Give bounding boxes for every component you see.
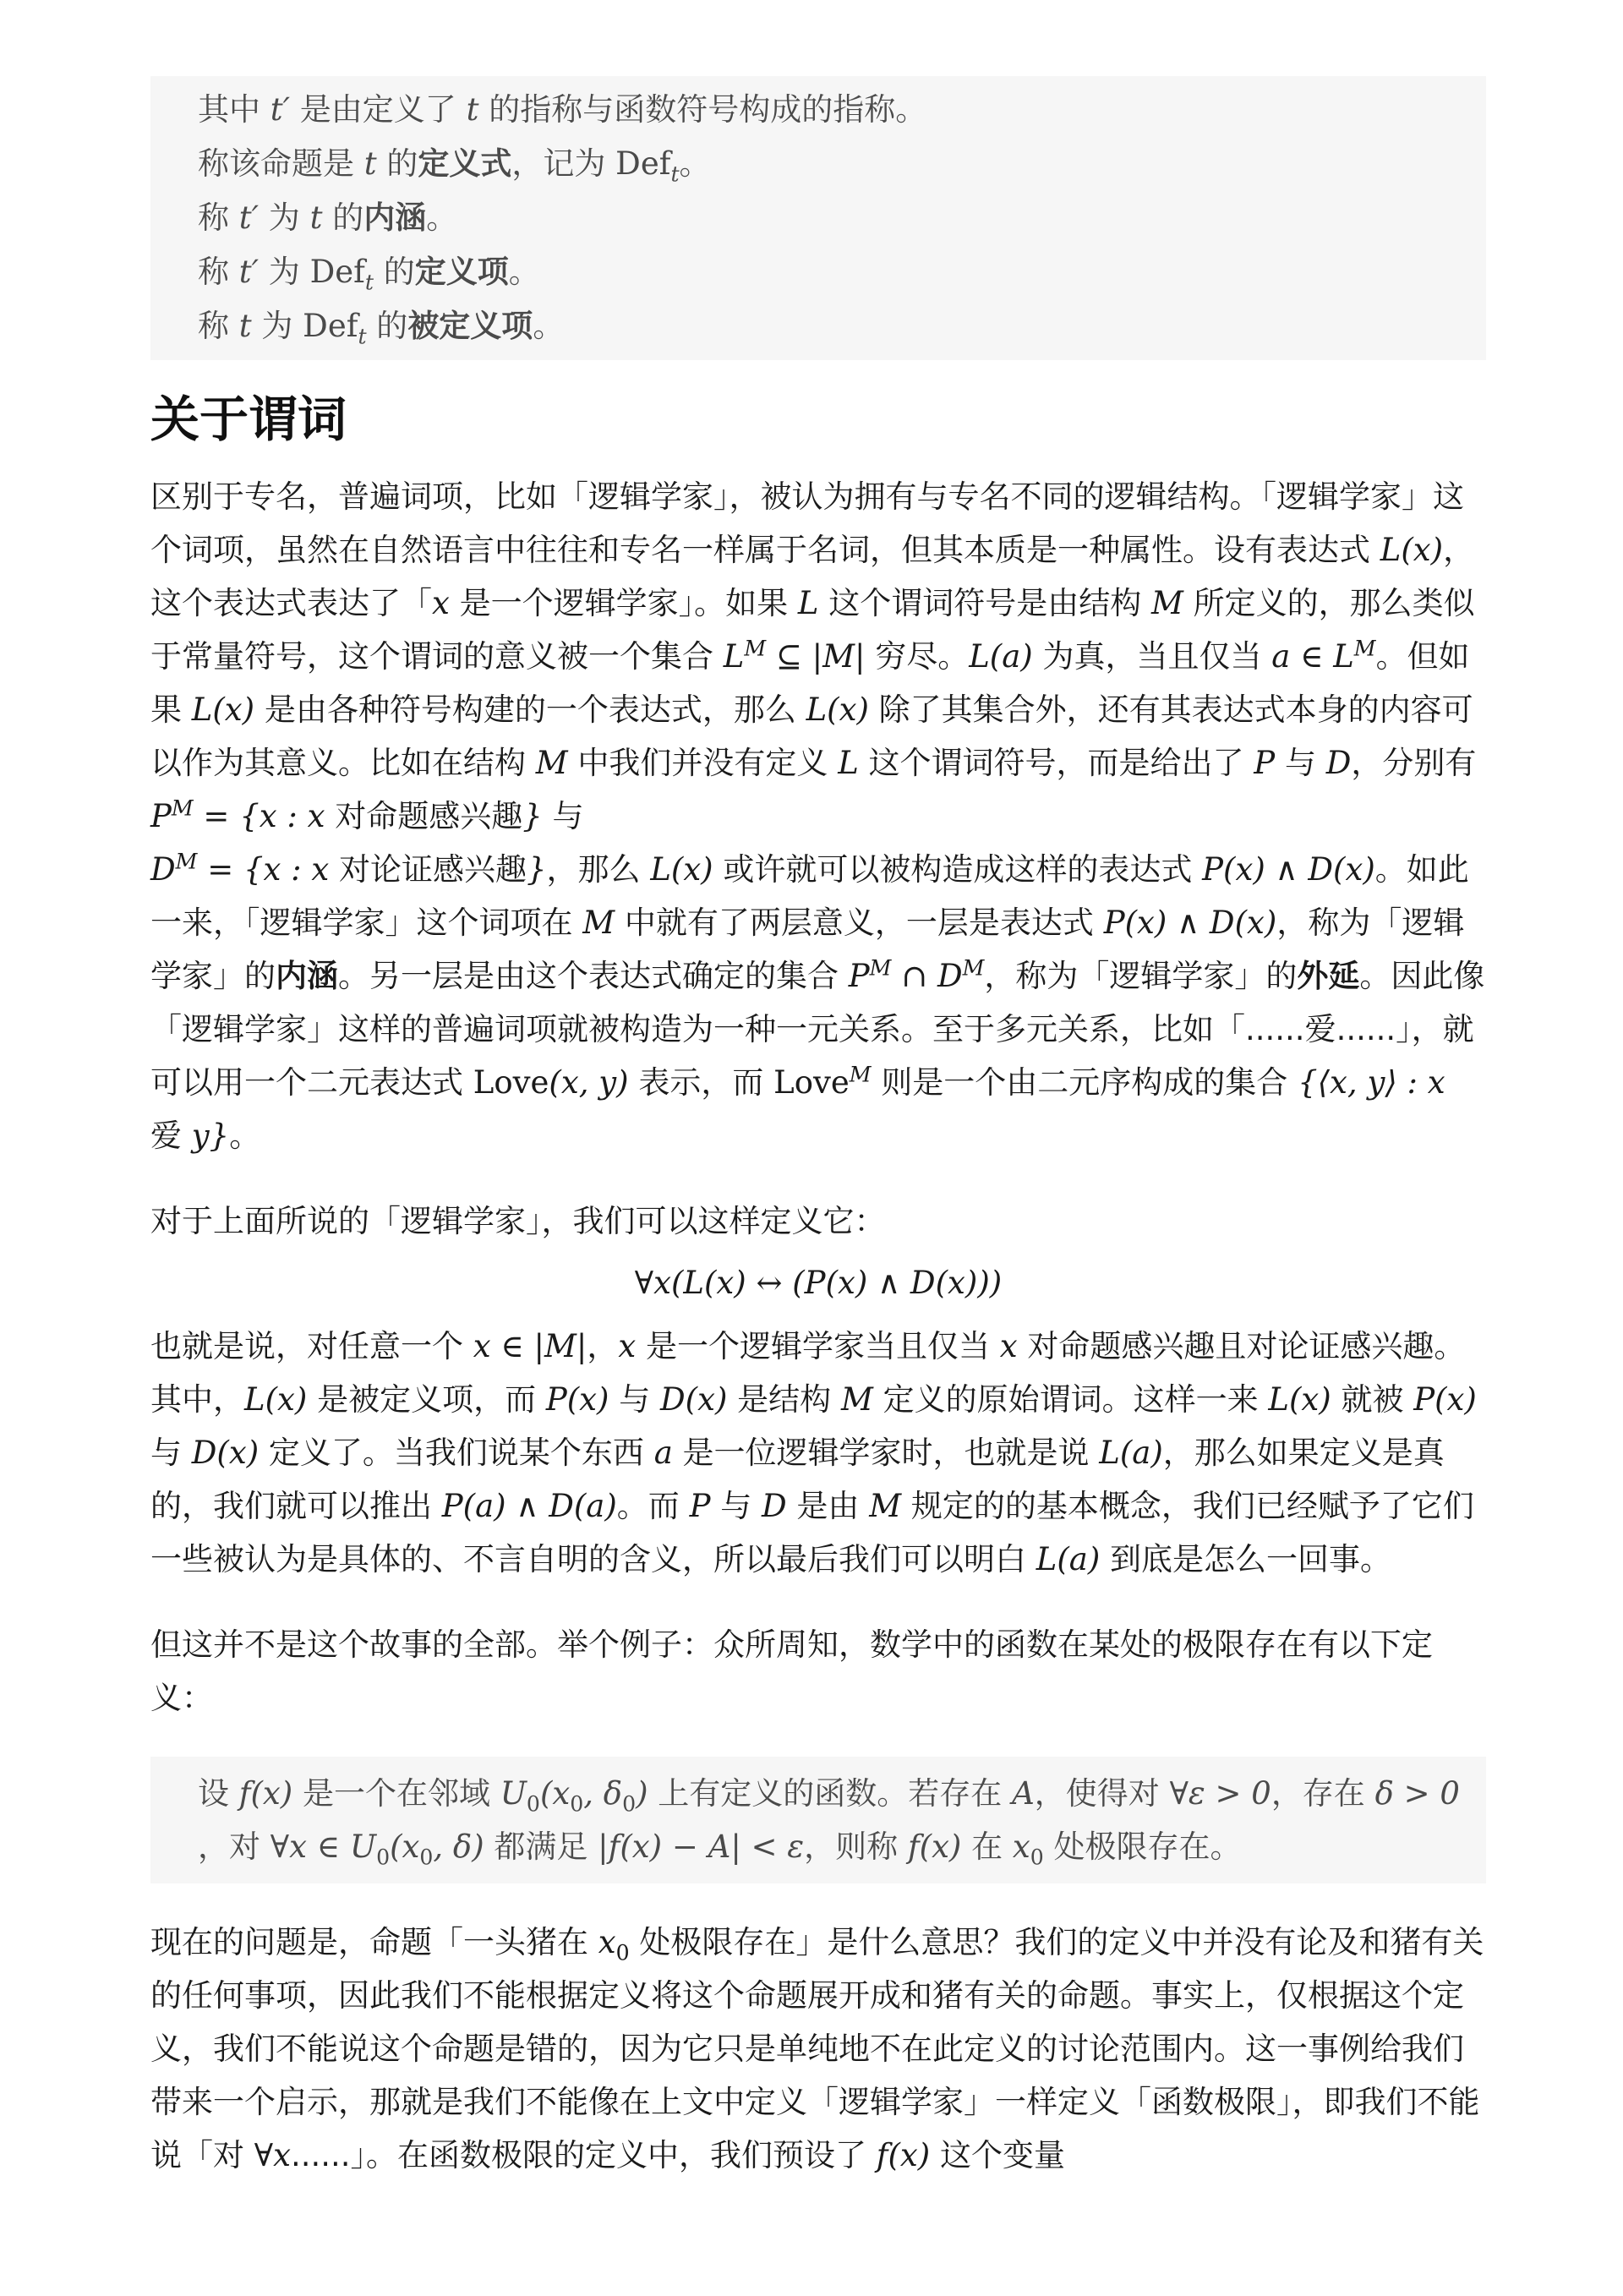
paragraph-limit-intro: 但这并不是这个故事的全部。举个例子：众所周知，数学中的函数在某处的极限存在有以下定义： — [150, 1626, 1433, 1716]
paragraph-pig-example: 现在的问题是，命题「一头猪在 $x_0$ 处极限存在」是什么意思？我们的定义中并没有论及和猪有关的任何事项，因此我们不能根据定义将这个命题展开成和猪有关的命题。事实上，仅根据这个定义，我们不能说这个命题是错的，因为它只是单纯地不在此定义的讨论范围内。这一事例给我们带来一个启示，那就是我们不能像在上文中定义「逻辑学家」一样定义「函数极限」，即我们不能说「对 ∀x......」。在函数极限的定义中，我们预设了 f(x) 这个变量 — [150, 1924, 1484, 2173]
definition-blockquote — [150, 76, 1486, 360]
paragraph-explanation: 也就是说，对任意一个 x ∈ |M|，x 是一个逻辑学家当且仅当 x 对命题感兴趣且对论证感兴趣。其中，L(x) 是被定义项，而 P(x) 与 D(x) 是结构 M 定义的原始谓词。这样一来 L(x) 就被 P(x) 与 D(x) 定义了。当我们说某个东西 a 是一位逻辑学家时，也就是说 L(a)，那么如果定义是真的，我们就可以推出 P(a) ∧ D(a)。而 P 与 D 是由 M 规定的的基本概念，我们已经赋予了它们一些被认为是具体的、不言自明的含义，所以最后我们可以明白 L(a) 到底是怎么一回事。 — [150, 1328, 1477, 1577]
quote-line: 称 t 为 Def$_t$ 的被定义项。 — [198, 308, 565, 349]
quote-line: 其中 t′ 是由定义了 t 的指称与函数符号构成的指称。 — [198, 91, 927, 128]
quote-line: 称该命题是 t 的定义式，记为 Def$_t$。 — [198, 145, 711, 187]
quote-line: 称 t′ 为 Def$_t$ 的定义项。 — [198, 254, 540, 295]
equation-logician-definition: ∀x(L(x) ↔ (P(x) ∧ D(x))) — [634, 1265, 1003, 1301]
paragraph-predicates: 区别于专名，普遍词项，比如「逻辑学家」，被认为拥有与专名不同的逻辑结构。「逻辑学家」这个词项，虽然在自然语言中往往和专名一样属于名词，但其本质是一种属性。设有表达式 L(x)，这个表达式表达了「x 是一个逻辑学家」。如果 L 这个谓词符号是由结构 M 所定义的，那么类似于常量符号，这个谓词的意义被一个集合 $L^M$ ⊆ |M| 穷尽。L(a) 为真，当且仅当 a ∈ $L^M$。但如果 L(x) 是由各种符号构建的一个表达式，那么 L(x) 除了其集合外，还有其表达式本身的内容可以作为其意义。比如在结构 M 中我们并没有定义 L 这个谓词符号，而是给出了 P 与 D，分别有 $P^M = \{x$ : x 对命题感兴趣} 与 $D^M = \{x$ : x 对论证感兴趣}，那么 L(x) 或许就可以被构造成这样的表达式 P(x) ∧ D(x)。如此一来，「逻辑学家」这个词项在 M 中就有了两层意义，一层是表达式 P(x) ∧ D(x)，称为「逻辑学家」的内涵。另一层是由这个表达式确定的集合 $P^M$ ∩ $D^M$，称为「逻辑学家」的外延。因此像「逻辑学家」这样的普遍词项就被构造为一种一元关系。至于多元关系，比如「......爱......」，就可以用一个二元表达式 Love(x, y) 表示，而 Love$^M$ 则是一个由二元序构成的集合 {⟨x, y⟩ : x 爱 y}。 — [150, 478, 1485, 1154]
document-page — [150, 0, 1486, 2214]
paragraph-define-intro: 对于上面所说的「逻辑学家」，我们可以这样定义它： — [150, 1203, 886, 1239]
quote-line: 称 t′ 为 t 的内涵。 — [198, 200, 458, 236]
section-heading: 关于谓词 — [150, 391, 347, 448]
quote-text: 设 f(x) 是一个在邻域 $U_0(x_0$, $\delta_0$) 上有定义的函数。若存在 A，使得对 ∀ε > 0，存在 δ > 0 ，对 ∀x ∈ $U_0(x_0$, δ) 都满足 |f(x) − A| < ε，则称 f(x) 在 $x_0$ 处极限存在。 — [198, 1775, 1460, 1870]
limit-definition-blockquote — [150, 1757, 1486, 1883]
